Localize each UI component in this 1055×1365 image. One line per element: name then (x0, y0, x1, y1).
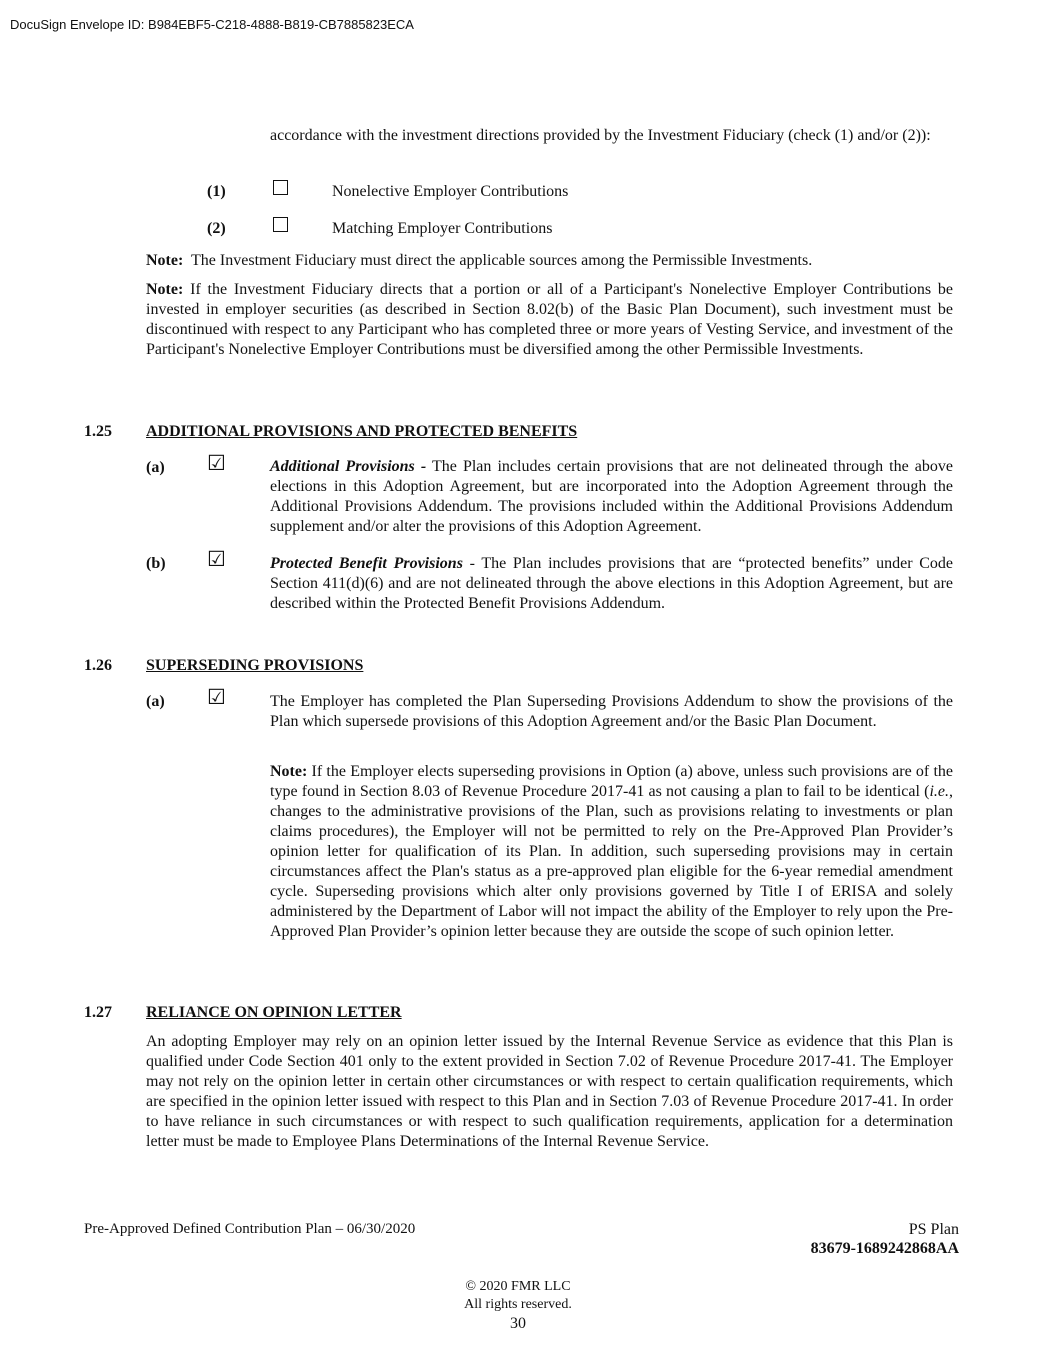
page-number: 30 (510, 1315, 526, 1332)
checked-checkbox-icon[interactable]: ☑ (207, 451, 226, 475)
item-1-25-a-body (270, 457, 953, 537)
option-2-label: Matching Employer Contributions (332, 220, 553, 237)
item-1-25-b-body (270, 554, 953, 614)
option-1-label: Nonelective Employer Contributions (332, 183, 569, 200)
section-1-27-title: RELIANCE ON OPINION LETTER (146, 1004, 402, 1021)
footer-plan-id: 83679-1689242868AA (810, 1240, 959, 1257)
item-1-25-a-letter: (a) (146, 459, 165, 476)
footer-plan-type: PS Plan (908, 1221, 959, 1238)
superseding-note-label: Note: (270, 763, 308, 780)
section-1-25-title: ADDITIONAL PROVISIONS AND PROTECTED BENEFITS (146, 423, 578, 440)
footer-plan-name: Pre-Approved Defined Contribution Plan – 06/30/2020 (84, 1221, 416, 1237)
section-1-25-number: 1.25 (84, 423, 112, 440)
superseding-note (270, 762, 953, 942)
superseding-note-text-2: , changes to the administrative provisions of the Plan, such as provisions relating to investments or plan claims procedures), the Employer will not be permitted to rely on the Pre-Approved Plan Provider’s opinion letter for qualification of its Plan. In addition, such superseding provisions may in certain circumstances affect the Plan's status as a pre-approved plan eligible for the 6-year remedial amendment cycle. Superseding provisions which alter only provisions governed by Title I of ERISA and solely administered by the Department of Labor will not impact the ability of the Employer to rely upon the Pre-Approved Plan Provider’s opinion letter because they are outside the scope of such opinion letter. (270, 783, 953, 940)
footer-copyright: © 2020 FMR LLC (465, 1279, 571, 1294)
checked-checkbox-icon[interactable]: ☑ (207, 547, 226, 571)
note-2-text: If the Investment Fiduciary directs that a portion or all of a Participant's Nonelective Employer Contributions be invested in employer securities (as described in Section 8.02(b) of the Basic Plan Document), such investment must be discontinued with respect to any Participant who has completed three or more years of Vesting Service, and investment of the Participant's Nonelective Employer Contributions must be diversified among the other Permissible Investments. (146, 281, 954, 358)
checked-checkbox-icon[interactable]: ☑ (207, 685, 226, 709)
superseding-note-text-1: If the Employer elects superseding provisions in Option (a) above, unless such provisions are of the type found in Section 8.03 of Revenue Procedure 2017-41 as not causing a plan to fail to be identical ( (270, 763, 954, 800)
option-1-checkbox[interactable] (273, 180, 288, 195)
section-1-27-number: 1.27 (84, 1004, 112, 1021)
protected-benefit-heading: Protected Benefit Provisions (270, 555, 463, 572)
section-1-26-number: 1.26 (84, 657, 112, 674)
section-1-26-title: SUPERSEDING PROVISIONS (146, 657, 364, 674)
option-2-checkbox[interactable] (273, 217, 288, 232)
note-2-label: Note: (146, 281, 184, 298)
additional-provisions-heading: Additional Provisions - (270, 458, 427, 475)
item-1-26-a-letter: (a) (146, 693, 165, 710)
note-1-text: The Investment Fiduciary must direct the applicable sources among the Permissible Investments. (191, 252, 813, 269)
option-1-number: (1) (207, 183, 226, 200)
item-1-25-b-letter: (b) (146, 555, 166, 572)
intro-text: accordance with the investment directions provided by the Investment Fiduciary (check (1) and/or (2)): (270, 127, 931, 144)
note-1 (146, 251, 953, 271)
note-2 (146, 280, 953, 360)
docusign-envelope-id: DocuSign Envelope ID: B984EBF5-C218-4888-B819-CB7885823ECA (10, 17, 414, 32)
superseding-note-italic: i.e. (929, 783, 949, 800)
protected-benefit-text: - The Plan includes provisions that are “protected benefits” under Code Section 411(d)(6) and are not delineated through the above elections in this Adoption Agreement, but are described within the Protected Benefit Provisions Addendum. (270, 555, 954, 612)
additional-provisions-text: The Plan includes certain provisions that are not delineated through the above elections in this Adoption Agreement, but are incorporated into the Adoption Agreement through the Additional Provisions Addendum. The provisions included within the Additional Provisions Addendum supplement and/or alter the provisions of this Adoption Agreement. (270, 458, 953, 535)
reliance-text: An adopting Employer may rely on an opinion letter issued by the Internal Revenue Service as evidence that this Plan is qualified under Code Section 401 only to the extent provided in Section 7.02 of Revenue Procedure 2017-41. The Employer may not rely on the opinion letter in certain other circumstances or with respect to certain qualification requirements, which are specified in the opinion letter issued with respect to this Plan and in Section 7.03 of Revenue Procedure 2017-41. In order to have reliance in such circumstances or with respect to such qualification requirements, application for a determination letter must be made to Employee Plans Determinations of the Internal Revenue Service. (146, 1033, 953, 1150)
option-2-number: (2) (207, 220, 226, 237)
item-1-26-a-text: The Employer has completed the Plan Superseding Provisions Addendum to show the provisions of the Plan which supersede provisions of this Adoption Agreement and/or the Basic Plan Document. (270, 693, 953, 730)
footer-rights: All rights reserved. (464, 1297, 572, 1312)
note-1-label: Note: (146, 252, 184, 269)
